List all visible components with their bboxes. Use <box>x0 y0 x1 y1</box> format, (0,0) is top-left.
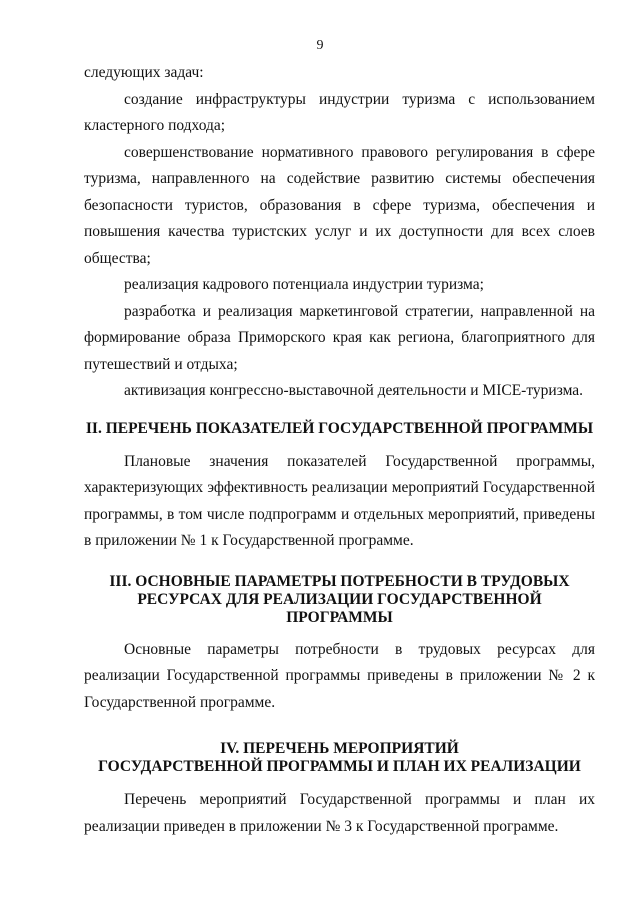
section-3-heading <box>84 573 595 627</box>
section-2-body: Плановые значения показателей Государственной программы, характеризующих эффективность реализации мероприятий Государственной программы, в том числе подпрограмм и отдельных мероприятий, приведены в приложении № 1 к Государственной программе. <box>84 452 595 549</box>
section-heading-line: III. ОСНОВНЫЕ ПАРАМЕТРЫ ПОТРЕБНОСТИ В ТРУДОВЫХ <box>109 572 570 590</box>
section-2-heading <box>84 420 595 438</box>
section-heading-line: РЕСУРСАХ ДЛЯ РЕАЛИЗАЦИИ ГОСУДАРСТВЕННОЙ ПРОГРАММЫ <box>137 590 542 626</box>
page-content <box>84 60 595 840</box>
section-heading-line: II. ПЕРЕЧЕНЬ ПОКАЗАТЕЛЕЙ ГОСУДАРСТВЕННОЙ ПРОГРАММЫ <box>85 419 594 437</box>
section-3-body: Основные параметры потребности в трудовых ресурсах для реализации Государственной программы приведены в приложении № 2 к Государственной программе. <box>84 640 595 711</box>
task-item: создание инфраструктуры индустрии туризма с использованием кластерного подхода; <box>84 90 595 134</box>
section-4-body: Перечень мероприятий Государственной программы и план их реализации приведен в приложении № 3 к Государственной программе. <box>84 791 595 835</box>
section-4-heading <box>84 740 595 776</box>
section-heading-line: ГОСУДАРСТВЕННОЙ ПРОГРАММЫ И ПЛАН ИХ РЕАЛИЗАЦИИ <box>98 758 581 775</box>
intro-continuation: следующих задач: <box>84 64 204 81</box>
task-item: разработка и реализация маркетинговой стратегии, направленной на формирование образа Приморского края как региона, благоприятного для путешествий и отдыха; <box>84 302 595 373</box>
task-item: активизация конгрессно-выставочной деятельности и MICE-туризма. <box>124 382 584 399</box>
task-item: реализация кадрового потенциала индустрии туризма; <box>124 276 484 293</box>
page-number: 9 <box>316 38 324 53</box>
section-heading-line: IV. ПЕРЕЧЕНЬ МЕРОПРИЯТИЙ <box>220 740 459 757</box>
task-item: совершенствование нормативного правового регулирования в сфере туризма, направленного на содействие развитию системы обеспечения безопасности туристов, образования в сфере туризма, обеспечения и повышения качества туристских услуг и их доступности для всех слоев общества; <box>84 143 595 267</box>
